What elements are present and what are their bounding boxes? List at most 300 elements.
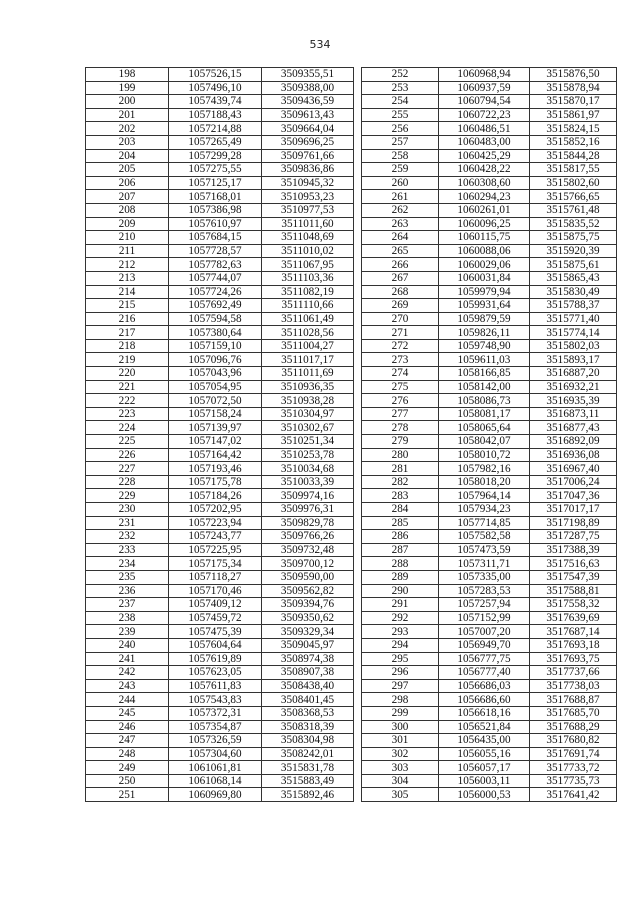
- table-row: [86, 503, 354, 517]
- x-coordinate-cell: 1057386,98: [169, 203, 262, 217]
- x-coordinate-cell: 1057604,64: [169, 638, 262, 652]
- x-coordinate-cell: 1057188,43: [169, 108, 262, 122]
- table-row: [86, 326, 354, 340]
- table-row: [86, 530, 354, 544]
- x-coordinate-cell: 1057275,55: [169, 163, 262, 177]
- point-number-cell: 241: [86, 652, 169, 666]
- table-row: [86, 135, 354, 149]
- table-row: [362, 503, 617, 517]
- x-coordinate-cell: 1060937,59: [439, 81, 530, 95]
- y-coordinate-cell: 3515844,28: [530, 149, 617, 163]
- x-coordinate-cell: 1057543,83: [169, 693, 262, 707]
- point-number-cell: 236: [86, 584, 169, 598]
- point-number-cell: 219: [86, 353, 169, 367]
- table-row: [362, 625, 617, 639]
- y-coordinate-cell: 3517639,69: [530, 611, 617, 625]
- x-coordinate-cell: 1057118,27: [169, 570, 262, 584]
- x-coordinate-cell: 1057934,23: [439, 503, 530, 517]
- coordinates-table-right: [361, 67, 617, 802]
- x-coordinate-cell: 1059748,90: [439, 339, 530, 353]
- x-coordinate-cell: 1056000,53: [439, 788, 530, 802]
- table-row: [362, 530, 617, 544]
- y-coordinate-cell: 3509350,62: [262, 611, 354, 625]
- point-number-cell: 214: [86, 285, 169, 299]
- y-coordinate-cell: 3509045,97: [262, 638, 354, 652]
- y-coordinate-cell: 3517198,89: [530, 516, 617, 530]
- y-coordinate-cell: 3509664,04: [262, 122, 354, 136]
- x-coordinate-cell: 1056777,40: [439, 666, 530, 680]
- y-coordinate-cell: 3517735,73: [530, 774, 617, 788]
- x-coordinate-cell: 1057496,10: [169, 81, 262, 95]
- y-coordinate-cell: 3511067,95: [262, 258, 354, 272]
- point-number-cell: 203: [86, 135, 169, 149]
- table-row: [362, 231, 617, 245]
- table-row: [362, 761, 617, 775]
- x-coordinate-cell: 1060428,22: [439, 163, 530, 177]
- x-coordinate-cell: 1057159,10: [169, 339, 262, 353]
- y-coordinate-cell: 3517388,39: [530, 543, 617, 557]
- y-coordinate-cell: 3511011,69: [262, 367, 354, 381]
- table-row: [362, 666, 617, 680]
- table-row: [362, 339, 617, 353]
- table-row: [362, 516, 617, 530]
- y-coordinate-cell: 3515875,75: [530, 231, 617, 245]
- y-coordinate-cell: 3515774,14: [530, 326, 617, 340]
- point-number-cell: 240: [86, 638, 169, 652]
- point-number-cell: 285: [362, 516, 439, 530]
- point-number-cell: 233: [86, 543, 169, 557]
- y-coordinate-cell: 3515870,17: [530, 95, 617, 109]
- point-number-cell: 265: [362, 244, 439, 258]
- table-row: [362, 584, 617, 598]
- x-coordinate-cell: 1057782,63: [169, 258, 262, 272]
- x-coordinate-cell: 1057684,15: [169, 231, 262, 245]
- x-coordinate-cell: 1059879,59: [439, 312, 530, 326]
- y-coordinate-cell: 3511061,49: [262, 312, 354, 326]
- point-number-cell: 223: [86, 407, 169, 421]
- x-coordinate-cell: 1060031,84: [439, 271, 530, 285]
- table-row: [362, 68, 617, 82]
- point-number-cell: 297: [362, 679, 439, 693]
- table-row: [86, 720, 354, 734]
- y-coordinate-cell: 3509974,16: [262, 489, 354, 503]
- point-number-cell: 253: [362, 81, 439, 95]
- y-coordinate-cell: 3509766,26: [262, 530, 354, 544]
- x-coordinate-cell: 1060483,00: [439, 135, 530, 149]
- table-row: [86, 299, 354, 313]
- x-coordinate-cell: 1057473,59: [439, 543, 530, 557]
- y-coordinate-cell: 3510302,67: [262, 421, 354, 435]
- point-number-cell: 264: [362, 231, 439, 245]
- table-row: [362, 570, 617, 584]
- point-number-cell: 247: [86, 734, 169, 748]
- point-number-cell: 276: [362, 394, 439, 408]
- point-number-cell: 263: [362, 217, 439, 231]
- y-coordinate-cell: 3516936,08: [530, 448, 617, 462]
- table-row: [86, 339, 354, 353]
- x-coordinate-cell: 1057964,14: [439, 489, 530, 503]
- table-row: [362, 638, 617, 652]
- point-number-cell: 290: [362, 584, 439, 598]
- x-coordinate-cell: 1060088,06: [439, 244, 530, 258]
- point-number-cell: 251: [86, 788, 169, 802]
- table-row: [362, 475, 617, 489]
- table-row: [86, 95, 354, 109]
- y-coordinate-cell: 3509836,86: [262, 163, 354, 177]
- point-number-cell: 300: [362, 720, 439, 734]
- x-coordinate-cell: 1057728,57: [169, 244, 262, 258]
- y-coordinate-cell: 3517737,66: [530, 666, 617, 680]
- point-number-cell: 202: [86, 122, 169, 136]
- y-coordinate-cell: 3511017,17: [262, 353, 354, 367]
- x-coordinate-cell: 1057170,46: [169, 584, 262, 598]
- table-row: [362, 203, 617, 217]
- y-coordinate-cell: 3515878,94: [530, 81, 617, 95]
- table-row: [86, 666, 354, 680]
- point-number-cell: 250: [86, 774, 169, 788]
- table-row: [86, 435, 354, 449]
- x-coordinate-cell: 1057147,02: [169, 435, 262, 449]
- point-number-cell: 279: [362, 435, 439, 449]
- y-coordinate-cell: 3511103,36: [262, 271, 354, 285]
- table-row: [362, 135, 617, 149]
- y-coordinate-cell: 3510936,35: [262, 380, 354, 394]
- x-coordinate-cell: 1057243,77: [169, 530, 262, 544]
- y-coordinate-cell: 3510977,53: [262, 203, 354, 217]
- y-coordinate-cell: 3515861,97: [530, 108, 617, 122]
- table-row: [362, 747, 617, 761]
- y-coordinate-cell: 3515875,61: [530, 258, 617, 272]
- table-row: [362, 176, 617, 190]
- y-coordinate-cell: 3509613,43: [262, 108, 354, 122]
- y-coordinate-cell: 3508907,38: [262, 666, 354, 680]
- point-number-cell: 291: [362, 598, 439, 612]
- table-row: [86, 625, 354, 639]
- point-number-cell: 230: [86, 503, 169, 517]
- point-number-cell: 299: [362, 706, 439, 720]
- point-number-cell: 206: [86, 176, 169, 190]
- point-number-cell: 224: [86, 421, 169, 435]
- y-coordinate-cell: 3517693,18: [530, 638, 617, 652]
- table-row: [362, 299, 617, 313]
- table-row: [362, 326, 617, 340]
- x-coordinate-cell: 1057125,17: [169, 176, 262, 190]
- point-number-cell: 293: [362, 625, 439, 639]
- table-row: [362, 380, 617, 394]
- table-row: [86, 367, 354, 381]
- point-number-cell: 267: [362, 271, 439, 285]
- table-row: [86, 638, 354, 652]
- x-coordinate-cell: 1057714,85: [439, 516, 530, 530]
- x-coordinate-cell: 1057072,50: [169, 394, 262, 408]
- y-coordinate-cell: 3517733,72: [530, 761, 617, 775]
- point-number-cell: 199: [86, 81, 169, 95]
- point-number-cell: 274: [362, 367, 439, 381]
- point-number-cell: 268: [362, 285, 439, 299]
- table-row: [86, 203, 354, 217]
- x-coordinate-cell: 1057299,28: [169, 149, 262, 163]
- x-coordinate-cell: 1057164,42: [169, 448, 262, 462]
- table-row: [86, 611, 354, 625]
- table-row: [362, 217, 617, 231]
- table-row: [86, 353, 354, 367]
- y-coordinate-cell: 3515920,39: [530, 244, 617, 258]
- y-coordinate-cell: 3517738,03: [530, 679, 617, 693]
- point-number-cell: 204: [86, 149, 169, 163]
- y-coordinate-cell: 3509355,51: [262, 68, 354, 82]
- x-coordinate-cell: 1058010,72: [439, 448, 530, 462]
- x-coordinate-cell: 1057223,94: [169, 516, 262, 530]
- coordinates-table-left: [85, 67, 354, 802]
- y-coordinate-cell: 3516873,11: [530, 407, 617, 421]
- table-row: [362, 81, 617, 95]
- point-number-cell: 243: [86, 679, 169, 693]
- point-number-cell: 298: [362, 693, 439, 707]
- x-coordinate-cell: 1056003,11: [439, 774, 530, 788]
- x-coordinate-cell: 1057623,05: [169, 666, 262, 680]
- y-coordinate-cell: 3516935,39: [530, 394, 617, 408]
- table-row: [362, 706, 617, 720]
- table-row: [86, 706, 354, 720]
- y-coordinate-cell: 3509732,48: [262, 543, 354, 557]
- x-coordinate-cell: 1057202,95: [169, 503, 262, 517]
- table-row: [86, 774, 354, 788]
- y-coordinate-cell: 3517688,29: [530, 720, 617, 734]
- x-coordinate-cell: 1057335,00: [439, 570, 530, 584]
- table-row: [362, 435, 617, 449]
- point-number-cell: 302: [362, 747, 439, 761]
- x-coordinate-cell: 1057043,96: [169, 367, 262, 381]
- table-row: [362, 163, 617, 177]
- table-row: [86, 81, 354, 95]
- x-coordinate-cell: 1060969,80: [169, 788, 262, 802]
- table-row: [362, 734, 617, 748]
- x-coordinate-cell: 1057152,99: [439, 611, 530, 625]
- x-coordinate-cell: 1058081,17: [439, 407, 530, 421]
- point-number-cell: 228: [86, 475, 169, 489]
- table-row: [362, 108, 617, 122]
- table-row: [362, 353, 617, 367]
- y-coordinate-cell: 3509394,76: [262, 598, 354, 612]
- table-row: [86, 584, 354, 598]
- table-row: [86, 394, 354, 408]
- table-row: [86, 462, 354, 476]
- table-row: [362, 421, 617, 435]
- table-row: [86, 557, 354, 571]
- y-coordinate-cell: 3515788,37: [530, 299, 617, 313]
- y-coordinate-cell: 3509388,00: [262, 81, 354, 95]
- table-row: [86, 570, 354, 584]
- y-coordinate-cell: 3517641,42: [530, 788, 617, 802]
- point-number-cell: 213: [86, 271, 169, 285]
- point-number-cell: 201: [86, 108, 169, 122]
- x-coordinate-cell: 1057619,89: [169, 652, 262, 666]
- table-row: [362, 285, 617, 299]
- x-coordinate-cell: 1058086,73: [439, 394, 530, 408]
- x-coordinate-cell: 1060294,23: [439, 190, 530, 204]
- table-row: [86, 380, 354, 394]
- point-number-cell: 282: [362, 475, 439, 489]
- x-coordinate-cell: 1056686,60: [439, 693, 530, 707]
- y-coordinate-cell: 3509436,59: [262, 95, 354, 109]
- point-number-cell: 218: [86, 339, 169, 353]
- table-row: [86, 543, 354, 557]
- x-coordinate-cell: 1056949,70: [439, 638, 530, 652]
- point-number-cell: 245: [86, 706, 169, 720]
- point-number-cell: 261: [362, 190, 439, 204]
- table-row: [86, 747, 354, 761]
- x-coordinate-cell: 1058042,07: [439, 435, 530, 449]
- x-coordinate-cell: 1057692,49: [169, 299, 262, 313]
- y-coordinate-cell: 3510251,34: [262, 435, 354, 449]
- point-number-cell: 205: [86, 163, 169, 177]
- table-row: [362, 394, 617, 408]
- table-row: [362, 679, 617, 693]
- table-row: [86, 217, 354, 231]
- page-number: 534: [309, 38, 331, 51]
- table-row: [86, 108, 354, 122]
- x-coordinate-cell: 1057582,58: [439, 530, 530, 544]
- y-coordinate-cell: 3508438,40: [262, 679, 354, 693]
- point-number-cell: 208: [86, 203, 169, 217]
- y-coordinate-cell: 3515892,46: [262, 788, 354, 802]
- x-coordinate-cell: 1056686,03: [439, 679, 530, 693]
- x-coordinate-cell: 1057257,94: [439, 598, 530, 612]
- table-row: [86, 516, 354, 530]
- table-row: [86, 679, 354, 693]
- point-number-cell: 252: [362, 68, 439, 82]
- point-number-cell: 255: [362, 108, 439, 122]
- x-coordinate-cell: 1057526,15: [169, 68, 262, 82]
- point-number-cell: 222: [86, 394, 169, 408]
- y-coordinate-cell: 3516887,20: [530, 367, 617, 381]
- x-coordinate-cell: 1057311,71: [439, 557, 530, 571]
- x-coordinate-cell: 1057168,01: [169, 190, 262, 204]
- y-coordinate-cell: 3515817,55: [530, 163, 617, 177]
- y-coordinate-cell: 3515802,60: [530, 176, 617, 190]
- y-coordinate-cell: 3515761,48: [530, 203, 617, 217]
- point-number-cell: 198: [86, 68, 169, 82]
- x-coordinate-cell: 1060261,01: [439, 203, 530, 217]
- table-row: [86, 190, 354, 204]
- point-number-cell: 244: [86, 693, 169, 707]
- y-coordinate-cell: 3511010,02: [262, 244, 354, 258]
- x-coordinate-cell: 1057409,12: [169, 598, 262, 612]
- x-coordinate-cell: 1057724,26: [169, 285, 262, 299]
- y-coordinate-cell: 3517017,17: [530, 503, 617, 517]
- x-coordinate-cell: 1059931,64: [439, 299, 530, 313]
- x-coordinate-cell: 1056618,16: [439, 706, 530, 720]
- y-coordinate-cell: 3509590,00: [262, 570, 354, 584]
- point-number-cell: 231: [86, 516, 169, 530]
- point-number-cell: 289: [362, 570, 439, 584]
- table-row: [362, 448, 617, 462]
- table-row: [86, 421, 354, 435]
- point-number-cell: 292: [362, 611, 439, 625]
- table-row: [86, 285, 354, 299]
- y-coordinate-cell: 3508368,53: [262, 706, 354, 720]
- point-number-cell: 280: [362, 448, 439, 462]
- x-coordinate-cell: 1057193,46: [169, 462, 262, 476]
- point-number-cell: 229: [86, 489, 169, 503]
- y-coordinate-cell: 3517680,82: [530, 734, 617, 748]
- y-coordinate-cell: 3515824,15: [530, 122, 617, 136]
- point-number-cell: 226: [86, 448, 169, 462]
- point-number-cell: 246: [86, 720, 169, 734]
- y-coordinate-cell: 3515893,17: [530, 353, 617, 367]
- y-coordinate-cell: 3509700,12: [262, 557, 354, 571]
- table-row: [86, 448, 354, 462]
- x-coordinate-cell: 1056435,00: [439, 734, 530, 748]
- y-coordinate-cell: 3517047,36: [530, 489, 617, 503]
- point-number-cell: 232: [86, 530, 169, 544]
- x-coordinate-cell: 1056521,84: [439, 720, 530, 734]
- table-row: [362, 557, 617, 571]
- table-row: [86, 258, 354, 272]
- x-coordinate-cell: 1057380,64: [169, 326, 262, 340]
- table-row: [86, 761, 354, 775]
- y-coordinate-cell: 3508304,98: [262, 734, 354, 748]
- y-coordinate-cell: 3516877,43: [530, 421, 617, 435]
- y-coordinate-cell: 3516967,40: [530, 462, 617, 476]
- x-coordinate-cell: 1057007,20: [439, 625, 530, 639]
- y-coordinate-cell: 3511011,60: [262, 217, 354, 231]
- x-coordinate-cell: 1060794,54: [439, 95, 530, 109]
- y-coordinate-cell: 3515865,43: [530, 271, 617, 285]
- x-coordinate-cell: 1057326,59: [169, 734, 262, 748]
- table-row: [362, 652, 617, 666]
- point-number-cell: 259: [362, 163, 439, 177]
- x-coordinate-cell: 1057139,97: [169, 421, 262, 435]
- table-row: [362, 312, 617, 326]
- point-number-cell: 294: [362, 638, 439, 652]
- table-body: [86, 68, 354, 802]
- point-number-cell: 227: [86, 462, 169, 476]
- point-number-cell: 271: [362, 326, 439, 340]
- point-number-cell: 225: [86, 435, 169, 449]
- point-number-cell: 258: [362, 149, 439, 163]
- point-number-cell: 257: [362, 135, 439, 149]
- x-coordinate-cell: 1057459,72: [169, 611, 262, 625]
- x-coordinate-cell: 1056777,75: [439, 652, 530, 666]
- point-number-cell: 242: [86, 666, 169, 680]
- x-coordinate-cell: 1057175,34: [169, 557, 262, 571]
- y-coordinate-cell: 3510953,23: [262, 190, 354, 204]
- table-row: [362, 407, 617, 421]
- table-row: [362, 489, 617, 503]
- point-number-cell: 273: [362, 353, 439, 367]
- table-row: [362, 271, 617, 285]
- table-row: [362, 788, 617, 802]
- y-coordinate-cell: 3508401,45: [262, 693, 354, 707]
- y-coordinate-cell: 3511004,27: [262, 339, 354, 353]
- y-coordinate-cell: 3516932,21: [530, 380, 617, 394]
- point-number-cell: 220: [86, 367, 169, 381]
- y-coordinate-cell: 3517006,24: [530, 475, 617, 489]
- y-coordinate-cell: 3510034,68: [262, 462, 354, 476]
- point-number-cell: 238: [86, 611, 169, 625]
- x-coordinate-cell: 1060486,51: [439, 122, 530, 136]
- point-number-cell: 234: [86, 557, 169, 571]
- y-coordinate-cell: 3511110,66: [262, 299, 354, 313]
- y-coordinate-cell: 3517685,70: [530, 706, 617, 720]
- x-coordinate-cell: 1057265,49: [169, 135, 262, 149]
- y-coordinate-cell: 3511048,69: [262, 231, 354, 245]
- y-coordinate-cell: 3508318,39: [262, 720, 354, 734]
- x-coordinate-cell: 1057283,53: [439, 584, 530, 598]
- table-row: [86, 122, 354, 136]
- y-coordinate-cell: 3510945,32: [262, 176, 354, 190]
